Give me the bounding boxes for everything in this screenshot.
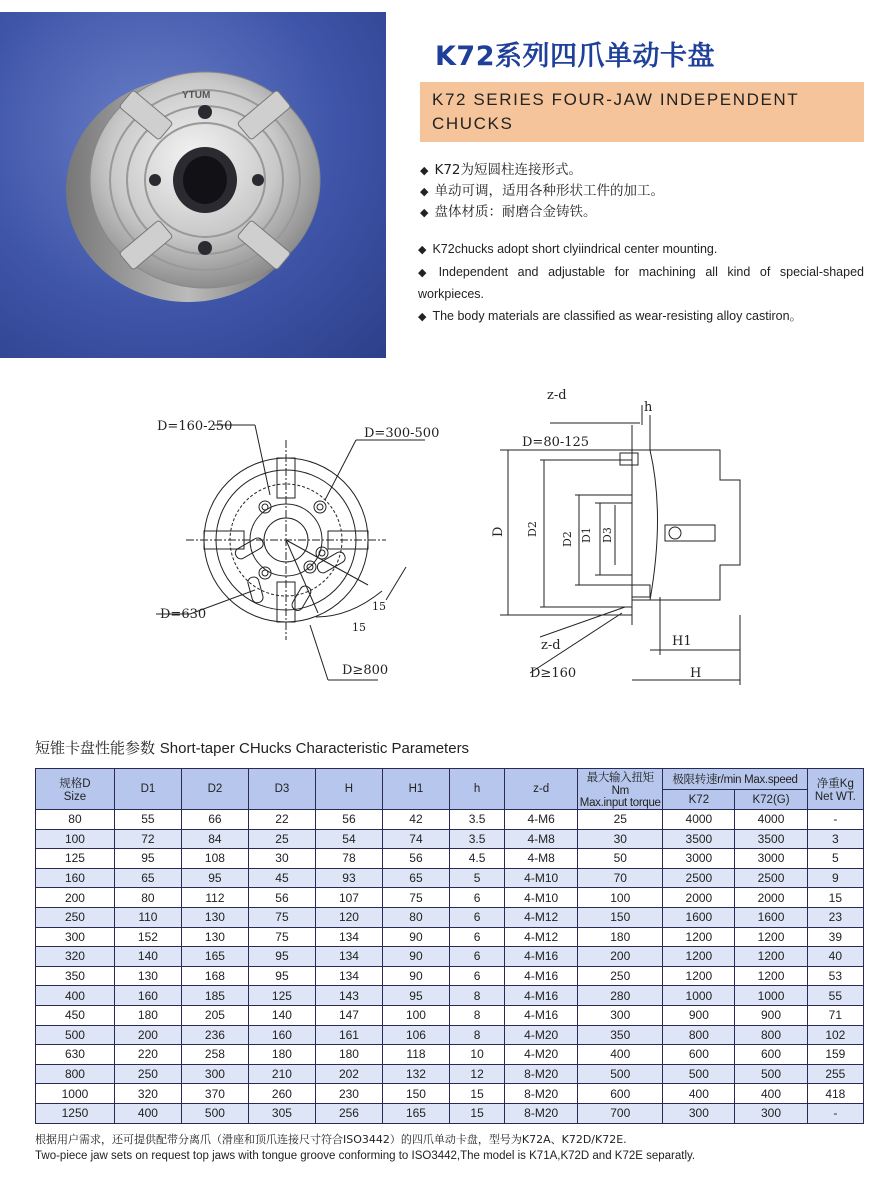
col-k72: K72: [663, 790, 735, 810]
table-cell: 140: [114, 947, 181, 967]
table-cell: 250: [36, 907, 115, 927]
table-cell: 50: [578, 849, 663, 869]
table-cell: 202: [315, 1064, 382, 1084]
table-cell: 300: [578, 1005, 663, 1025]
table-cell: 500: [578, 1064, 663, 1084]
table-cell: 95: [382, 986, 449, 1006]
table-cell: 118: [382, 1045, 449, 1065]
table-cell: 320: [114, 1084, 181, 1104]
table-cell: 250: [114, 1064, 181, 1084]
table-cell: 418: [807, 1084, 863, 1104]
table-cell: 40: [807, 947, 863, 967]
table-cell: 125: [36, 849, 115, 869]
label-H: H: [690, 666, 702, 681]
table-cell: -: [807, 810, 863, 830]
table-cell: 350: [36, 966, 115, 986]
feature-en-item-cont: workpieces.: [418, 287, 484, 301]
col-h-big: H: [315, 769, 382, 810]
table-cell: 180: [114, 1005, 181, 1025]
table-cell: 90: [382, 947, 449, 967]
table-cell: 4-M16: [505, 1005, 578, 1025]
label-zd-bottom: z-d: [541, 638, 561, 653]
col-h-small: h: [449, 769, 504, 810]
table-cell: 2000: [663, 888, 735, 908]
table-cell: 255: [807, 1064, 863, 1084]
table-cell: 4-M16: [505, 986, 578, 1006]
table-cell: 75: [248, 927, 315, 947]
table-cell: 5: [807, 849, 863, 869]
table-cell: 3: [807, 829, 863, 849]
table-cell: 250: [578, 966, 663, 986]
table-cell: 4000: [663, 810, 735, 830]
table-cell: 180: [315, 1045, 382, 1065]
table-cell: 65: [382, 868, 449, 888]
table-cell: 4-M8: [505, 829, 578, 849]
table-cell: 71: [807, 1005, 863, 1025]
table-cell: 8-M20: [505, 1103, 578, 1123]
table-cell: 80: [382, 907, 449, 927]
table-cell: 45: [248, 868, 315, 888]
table-cell: 39: [807, 927, 863, 947]
table-cell: 150: [382, 1084, 449, 1104]
table-cell: 53: [807, 966, 863, 986]
diamond-icon: ◆: [418, 266, 433, 279]
label-D3: D3: [601, 527, 614, 543]
table-cell: 280: [578, 986, 663, 1006]
col-d3: D3: [248, 769, 315, 810]
table-cell: 165: [181, 947, 248, 967]
diamond-icon: ◆: [420, 206, 429, 219]
table-cell: 100: [578, 888, 663, 908]
table-cell: 305: [248, 1103, 315, 1123]
table-cell: 75: [248, 907, 315, 927]
table-cell: 112: [181, 888, 248, 908]
table-cell: 800: [663, 1025, 735, 1045]
table-cell: 5: [449, 868, 504, 888]
table-cell: 108: [181, 849, 248, 869]
table-cell: 160: [36, 868, 115, 888]
table-cell: 4-M16: [505, 947, 578, 967]
table-cell: 80: [36, 810, 115, 830]
table-cell: 22: [248, 810, 315, 830]
table-cell: 400: [735, 1084, 807, 1104]
label-D: D: [491, 526, 506, 537]
table-row: [36, 849, 864, 869]
table-cell: 65: [114, 868, 181, 888]
table-cell: 130: [181, 907, 248, 927]
table-cell: 210: [248, 1064, 315, 1084]
table-row: [36, 1064, 864, 1084]
table-cell: 1000: [735, 986, 807, 1006]
table-cell: 6: [449, 888, 504, 908]
table-cell: 200: [578, 947, 663, 967]
table-row: [36, 907, 864, 927]
label-h: h: [644, 400, 653, 415]
table-cell: 700: [578, 1103, 663, 1123]
table-cell: 75: [382, 888, 449, 908]
table-cell: 25: [578, 810, 663, 830]
table-cell: 2500: [663, 868, 735, 888]
table-cell: 400: [663, 1084, 735, 1104]
table-cell: 102: [807, 1025, 863, 1045]
table-row: [36, 888, 864, 908]
table-cell: 350: [578, 1025, 663, 1045]
table-title: 短锥卡盘性能参数 Short-taper CHucks Characteristic Parameters: [35, 739, 470, 757]
table-cell: 125: [248, 986, 315, 1006]
table-cell: 800: [36, 1064, 115, 1084]
table-cell: 4-M8: [505, 849, 578, 869]
table-cell: 400: [36, 986, 115, 1006]
product-photo: [0, 12, 386, 358]
table-cell: 30: [578, 829, 663, 849]
diamond-icon: ◆: [418, 244, 427, 256]
label-d80-125: D=80-125: [522, 435, 590, 450]
table-cell: 8: [449, 986, 504, 1006]
table-cell: 160: [114, 986, 181, 1006]
table-cell: 200: [114, 1025, 181, 1045]
table-cell: 25: [248, 829, 315, 849]
page-title: K72系列四爪单动卡盘: [435, 41, 715, 72]
table-row: [36, 1045, 864, 1065]
table-cell: 370: [181, 1084, 248, 1104]
table-cell: 3.5: [449, 829, 504, 849]
table-cell: 6: [449, 947, 504, 967]
label-d800: D≥800: [342, 663, 389, 678]
table-cell: 90: [382, 966, 449, 986]
diamond-icon: ◆: [418, 310, 427, 323]
table-cell: 4-M10: [505, 888, 578, 908]
parameters-table: [35, 768, 864, 1124]
table-cell: 134: [315, 966, 382, 986]
table-cell: 84: [181, 829, 248, 849]
table-cell: 42: [382, 810, 449, 830]
table-cell: 110: [114, 907, 181, 927]
table-row: [36, 868, 864, 888]
table-cell: 140: [248, 1005, 315, 1025]
table-cell: 400: [578, 1045, 663, 1065]
table-cell: 320: [36, 947, 115, 967]
feature-en-item: ◆ Independent and adjustable for machining all kind of special-shaped: [418, 264, 864, 279]
table-cell: 56: [315, 810, 382, 830]
table-cell: 6: [449, 966, 504, 986]
label-d160: D≥160: [530, 666, 577, 681]
table-cell: 4-M12: [505, 907, 578, 927]
table-cell: 500: [181, 1103, 248, 1123]
table-cell: 15: [807, 888, 863, 908]
col-d2: D2: [181, 769, 248, 810]
table-cell: 9: [807, 868, 863, 888]
table-cell: 8: [449, 1025, 504, 1045]
label-zd-top: z-d: [547, 388, 567, 403]
table-cell: 3000: [735, 849, 807, 869]
table-cell: 230: [315, 1084, 382, 1104]
table-cell: 2000: [735, 888, 807, 908]
table-cell: 95: [181, 868, 248, 888]
features-cn: [420, 160, 664, 223]
table-cell: 256: [315, 1103, 382, 1123]
table-cell: 180: [578, 927, 663, 947]
table-cell: 300: [663, 1103, 735, 1123]
table-cell: 236: [181, 1025, 248, 1045]
table-cell: 300: [735, 1103, 807, 1123]
table-cell: 500: [36, 1025, 115, 1045]
table-cell: 56: [248, 888, 315, 908]
table-cell: 6: [449, 907, 504, 927]
col-zd: z-d: [505, 769, 578, 810]
table-cell: 107: [315, 888, 382, 908]
table-cell: 95: [114, 849, 181, 869]
table-cell: 55: [114, 810, 181, 830]
table-cell: 3500: [735, 829, 807, 849]
table-row: [36, 986, 864, 1006]
label-D2: D2: [526, 521, 539, 537]
table-row: [36, 966, 864, 986]
feature-cn-item: ◆ 盘体材质：耐磨合金铸铁。: [420, 204, 597, 220]
table-cell: 300: [36, 927, 115, 947]
table-cell: 8-M20: [505, 1064, 578, 1084]
table-cell: 120: [315, 907, 382, 927]
table-cell: 4-M20: [505, 1025, 578, 1045]
table-cell: 80: [114, 888, 181, 908]
table-cell: 54: [315, 829, 382, 849]
table-cell: 180: [248, 1045, 315, 1065]
table-cell: 450: [36, 1005, 115, 1025]
table-cell: 66: [181, 810, 248, 830]
features-en: [418, 239, 864, 328]
table-cell: 1600: [735, 907, 807, 927]
feature-cn-item: ◆ 单动可调，适用各种形状工件的加工。: [420, 183, 664, 199]
table-cell: 106: [382, 1025, 449, 1045]
table-cell: 56: [382, 849, 449, 869]
table-row: [36, 810, 864, 830]
table-cell: 8: [449, 1005, 504, 1025]
table-row: [36, 927, 864, 947]
table-cell: 3.5: [449, 810, 504, 830]
footer-en: Two-piece jaw sets on request top jaws with tongue groove conforming to ISO3442,The model is K71A,K72D and K72E separatly.: [35, 1150, 696, 1162]
table-cell: 159: [807, 1045, 863, 1065]
table-cell: -: [807, 1103, 863, 1123]
table-cell: 8-M20: [505, 1084, 578, 1104]
table-cell: 12: [449, 1064, 504, 1084]
table-cell: 143: [315, 986, 382, 1006]
table-cell: 1200: [663, 927, 735, 947]
table-row: [36, 1005, 864, 1025]
table-cell: 1600: [663, 907, 735, 927]
table-cell: 165: [382, 1103, 449, 1123]
table-cell: 147: [315, 1005, 382, 1025]
feature-cn-item: ◆ K72为短圆柱连接形式。: [420, 162, 582, 178]
table-cell: 2500: [735, 868, 807, 888]
table-cell: 1200: [735, 927, 807, 947]
table-cell: 260: [248, 1084, 315, 1104]
technical-drawing: [120, 385, 760, 709]
table-cell: 400: [114, 1103, 181, 1123]
table-cell: 95: [248, 947, 315, 967]
label-d630: D=630: [160, 607, 207, 622]
feature-en-item: ◆ The body materials are classified as wear-resisting alloy castiron。: [418, 308, 803, 323]
table-cell: 3500: [663, 829, 735, 849]
footer-note: [35, 1132, 695, 1164]
table-cell: 4.5: [449, 849, 504, 869]
angle-label: 15: [352, 621, 366, 634]
table-row: [36, 1025, 864, 1045]
table-cell: 3000: [663, 849, 735, 869]
table-cell: 600: [663, 1045, 735, 1065]
diamond-icon: ◆: [420, 185, 429, 198]
table-cell: 78: [315, 849, 382, 869]
table-cell: 90: [382, 927, 449, 947]
table-cell: 630: [36, 1045, 115, 1065]
label-D1: D1: [580, 527, 593, 543]
table-cell: 15: [449, 1103, 504, 1123]
table-cell: 185: [181, 986, 248, 1006]
label-d300-500: D=300-500: [364, 426, 440, 441]
table-cell: 134: [315, 927, 382, 947]
table-cell: 4-M20: [505, 1045, 578, 1065]
table-cell: 152: [114, 927, 181, 947]
table-cell: 800: [735, 1025, 807, 1045]
table-cell: 6: [449, 927, 504, 947]
table-row: [36, 947, 864, 967]
col-d1: D1: [114, 769, 181, 810]
col-torque: 最大输入扭矩Nm Max.input torque: [578, 769, 663, 810]
front-view: [156, 425, 425, 680]
table-cell: 100: [36, 829, 115, 849]
table-cell: 134: [315, 947, 382, 967]
table-row: [36, 1084, 864, 1104]
table-cell: 258: [181, 1045, 248, 1065]
col-weight: 净重Kg Net WT.: [807, 769, 863, 810]
col-k72g: K72(G): [735, 790, 807, 810]
label-d160-250: D=160-250: [157, 419, 233, 434]
table-cell: 220: [114, 1045, 181, 1065]
table-cell: 900: [663, 1005, 735, 1025]
table-cell: 132: [382, 1064, 449, 1084]
table-cell: 10: [449, 1045, 504, 1065]
table-cell: 72: [114, 829, 181, 849]
col-speed: 极限转速r/min Max.speed: [663, 769, 807, 790]
table-cell: 95: [248, 966, 315, 986]
table-cell: 93: [315, 868, 382, 888]
table-cell: 4000: [735, 810, 807, 830]
table-cell: 4-M10: [505, 868, 578, 888]
table-cell: 1200: [663, 966, 735, 986]
table-cell: 205: [181, 1005, 248, 1025]
col-h1: H1: [382, 769, 449, 810]
table-cell: 600: [735, 1045, 807, 1065]
table-cell: 74: [382, 829, 449, 849]
table-cell: 1200: [735, 966, 807, 986]
table-row: [36, 829, 864, 849]
table-cell: 160: [248, 1025, 315, 1045]
angle-label: 15: [372, 600, 386, 613]
table-cell: 15: [449, 1084, 504, 1104]
table-cell: 100: [382, 1005, 449, 1025]
table-cell: 4-M6: [505, 810, 578, 830]
table-cell: 600: [578, 1084, 663, 1104]
table-cell: 200: [36, 888, 115, 908]
brand-text: YTUM: [182, 90, 211, 101]
table-cell: 500: [735, 1064, 807, 1084]
table-cell: 150: [578, 907, 663, 927]
subtitle-box: [420, 82, 864, 142]
col-size: 规格D Size: [36, 769, 115, 810]
label-D2b: D2: [561, 531, 574, 547]
table-cell: 900: [735, 1005, 807, 1025]
label-H1: H1: [672, 634, 692, 649]
table-cell: 23: [807, 907, 863, 927]
table-cell: 1200: [663, 947, 735, 967]
table-cell: 130: [114, 966, 181, 986]
subtitle: K72 SERIES FOUR-JAW INDEPENDENT CHUCKS: [432, 90, 799, 133]
table-cell: 1200: [735, 947, 807, 967]
table-cell: 4-M16: [505, 966, 578, 986]
diamond-icon: ◆: [420, 164, 429, 177]
table-cell: 1000: [36, 1084, 115, 1104]
feature-en-item: ◆ K72chucks adopt short clyiindrical center mounting.: [418, 242, 718, 256]
table-cell: 130: [181, 927, 248, 947]
table-cell: 161: [315, 1025, 382, 1045]
table-cell: 168: [181, 966, 248, 986]
table-cell: 1000: [663, 986, 735, 1006]
table-cell: 500: [663, 1064, 735, 1084]
table-cell: 55: [807, 986, 863, 1006]
table-cell: 1250: [36, 1103, 115, 1123]
table-cell: 300: [181, 1064, 248, 1084]
table-cell: 4-M12: [505, 927, 578, 947]
table-cell: 30: [248, 849, 315, 869]
table-cell: 70: [578, 868, 663, 888]
footer-cn: 根据用户需求，还可提供配带分离爪（滑座和顶爪连接尺寸符合ISO3442）的四爪单动卡盘，型号为K72A、K72D/K72E.: [35, 1133, 627, 1146]
table-row: [36, 1103, 864, 1123]
